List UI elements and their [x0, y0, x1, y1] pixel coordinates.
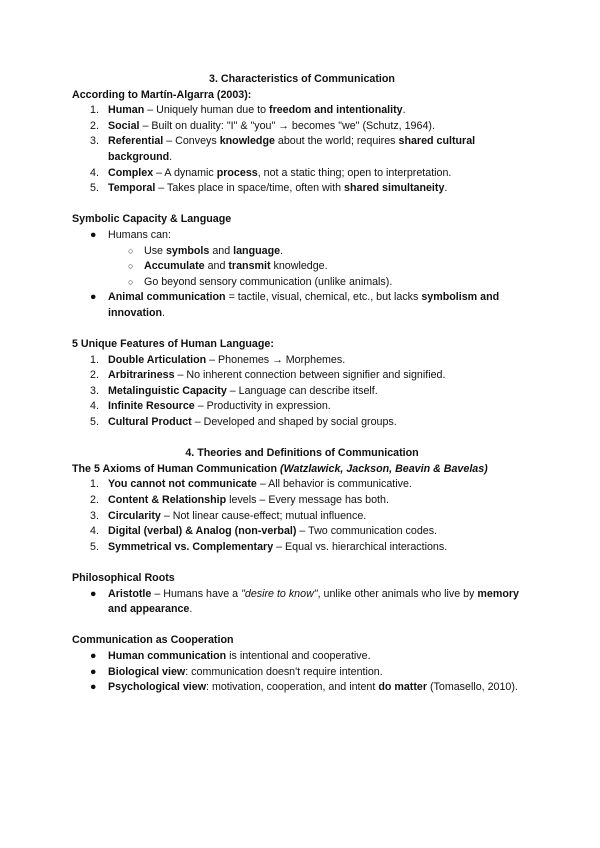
list-item: 3. Circularity – Not linear cause-effect; mutual influence.: [90, 509, 367, 522]
sub-list-item: ○ Use symbols and language.: [72, 244, 532, 260]
list-item: ● Human communication is intentional and cooperative.: [72, 649, 532, 665]
list-item: ● Biological view: communication doesn't require intention.: [72, 665, 532, 681]
bullet-icon: ●: [90, 291, 97, 304]
list-item: 1. Double Articulation – Phonemes → Morphemes.: [90, 353, 346, 366]
circle-bullet-icon: ○: [128, 276, 134, 287]
bullet-icon: ●: [90, 228, 97, 241]
sub-list-item: ○ Accumulate and transmit knowledge.: [72, 259, 532, 275]
sub-list-item: ○ Go beyond sensory communication (unlike animals).: [72, 275, 532, 291]
list-item: 2. Content & Relationship levels – Every message has both.: [90, 494, 389, 507]
list-item: 4. Infinite Resource – Productivity in expression.: [90, 400, 331, 413]
list-item: 1. Human – Uniquely human due to freedom and intentionality.: [90, 104, 406, 117]
philosophical-heading: Philosophical Roots: [72, 572, 175, 584]
section-4-title: 4. Theories and Definitions of Communication: [185, 447, 419, 460]
list-item: 4. Digital (verbal) & Analog (non-verbal) – Two communication codes.: [90, 525, 438, 538]
bullet-icon: ●: [90, 587, 97, 600]
list-item: 2. Arbitrariness – No inherent connection between signifier and signified.: [90, 369, 446, 382]
circle-bullet-icon: ○: [128, 261, 134, 272]
bullet-icon: ●: [90, 665, 97, 678]
list-item: ● Animal communication = tactile, visual, chemical, etc., but lacks symbolism and innovation.: [90, 291, 500, 319]
section-3-subtitle: According to Martín-Algarra (2003):: [72, 88, 252, 101]
list-item: ● Humans can:: [72, 228, 532, 244]
list-item: 5. Temporal – Takes place in space/time, often with shared simultaneity.: [90, 182, 448, 195]
list-item: 5. Cultural Product – Developed and shaped by social groups.: [90, 416, 397, 429]
cooperation-heading: Communication as Cooperation: [72, 634, 234, 647]
list-item: 5. Symmetrical vs. Complementary – Equal vs. hierarchical interactions.: [90, 540, 448, 553]
section-3-title: 3. Characteristics of Communication: [209, 73, 395, 85]
document-page: [72, 72, 532, 696]
list-item: ● Aristotle – Humans have a "desire to know", unlike other animals who live by memory and appearance.: [90, 587, 519, 616]
list-item: 3. Metalinguistic Capacity – Language can describe itself.: [90, 384, 378, 397]
list-item: ● Psychological view: motivation, cooperation, and intent do matter (Tomasello, 2010).: [72, 680, 532, 696]
axioms-heading: The 5 Axioms of Human Communication (Watzlawick, Jackson, Beavin & Bavelas): [72, 462, 488, 475]
symbolic-heading: Symbolic Capacity & Language: [72, 213, 232, 226]
list-item: 2. Social – Built on duality: "I" & "you" → becomes "we" (Schutz, 1964).: [90, 119, 435, 132]
circle-bullet-icon: ○: [128, 245, 134, 256]
list-item: 3. Referential – Conveys knowledge about the world; requires shared cultural background.: [90, 135, 476, 163]
list-item: 1. You cannot not communicate – All behavior is communicative.: [90, 478, 412, 491]
bullet-icon: ●: [90, 681, 97, 694]
list-item: 4. Complex – A dynamic process, not a static thing; open to interpretation.: [90, 166, 452, 179]
features-heading: 5 Unique Features of Human Language:: [72, 338, 274, 351]
bullet-icon: ●: [90, 649, 97, 662]
